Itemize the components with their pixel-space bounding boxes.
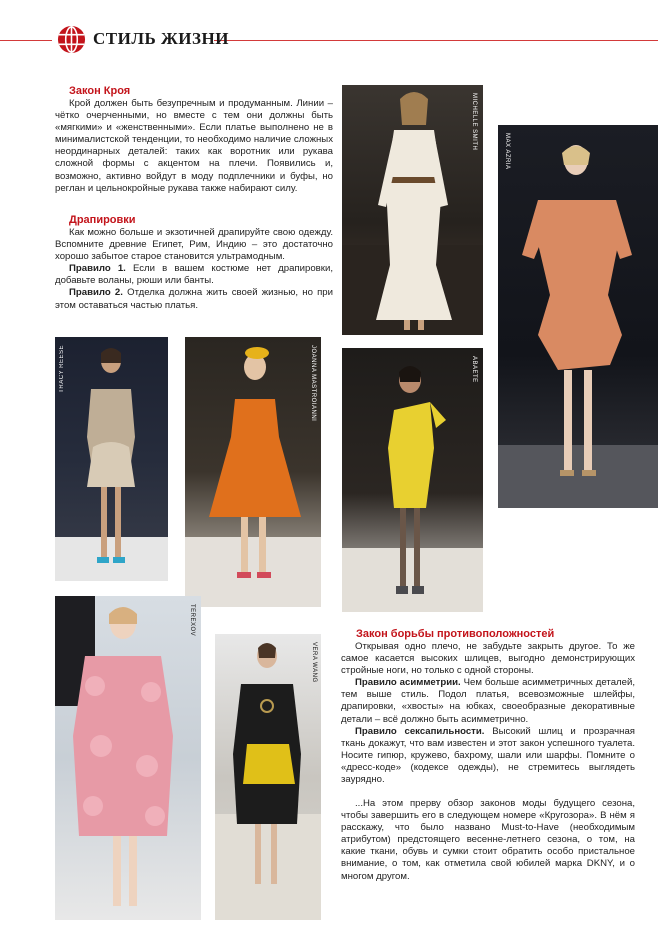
law-cut-paragraph: Крой должен быть безупречным и продуманным. Линии – чётко очерченными, но вместе с тем они должны быть «мягкими» и «женственными». Если платье выполнено не в минималистской тенденции, то необходимо наличие сложных неординарных деталей: таких как воротник или рукава сложной формы с акцентом на плечи. Появились и, возможно, активно войдут в моду подплечники и буфы, но реглан и цельнокройные рукава также набирают силу. — [55, 98, 333, 194]
rule-asymmetry — [341, 677, 635, 725]
section-title: СТИЛЬ ЖИЗНИ — [93, 29, 229, 48]
rule-asymmetry-label: Правило асимметрии. — [355, 677, 461, 689]
rule-sexuality — [341, 726, 635, 786]
rule-sexuality-label: Правило сексапильности. — [355, 725, 485, 737]
caption-max-azria: MAX AZRIA — [504, 133, 510, 170]
caption-joanna-mastroianni: JOANNA MASTROIANNI — [310, 345, 316, 422]
heading-opposites: Закон борьбы противоположностей — [356, 628, 555, 640]
rule-sexuality-text: Высокий шлиц и прозрачная ткань докажут, что вам известен и этот закон успешного туалета. Носите гипюр, кружево, бахрому, шали или шарфы. Помните о «дресс-коде» (кодексе одежды), не стремитесь выглядеть заурядно. — [341, 725, 635, 786]
opposites-text — [341, 641, 635, 786]
photo-joanna-mastroianni — [185, 337, 321, 607]
rule-2-text: Отделка должна жить своей жизнью, но при этом оставаться частью платья. — [55, 287, 333, 311]
model-black-yellow-outfit — [215, 634, 321, 920]
caption-terexov: TEREXOV — [189, 604, 195, 637]
model-pink-ruffle-coat — [55, 596, 201, 920]
photo-vera-wang — [215, 634, 321, 920]
model-orange-satin-dress — [185, 337, 321, 607]
globe-logo-icon — [57, 25, 86, 54]
model-peach-draped-dress — [498, 125, 658, 508]
drapes-text — [55, 227, 333, 312]
photo-tracy-reese — [55, 337, 168, 581]
rule-2-label: Правило 2. — [69, 287, 123, 299]
rule-1-text: Если в вашем костюме нет драпировки, добавьте воланы, рюши или банты. — [55, 263, 333, 287]
photo-terexov — [55, 596, 201, 920]
closing-paragraph: ...На этом прерву обзор законов моды будущего сезона, чтобы завершить его в следующем номере «Кругозора». В нём я расскажу, что было названо Must-to-Have (необходимым атрибутом) предстоящего весенне-летнего сезона, о том, на какие ткани, обувь и сумки стоит обратить особо пристальное внимание, о том, как отметила свой юбилей марка DKNY, и о многом другом. — [341, 798, 635, 882]
drapes-paragraph: Как можно больше и экзотичней драпируйте свою одежду. Вспомните древние Египет, Рим, Индию – это достаточно хорошо забытое старое становится ультрамодным. — [55, 227, 333, 263]
caption-abaete: ABAETE — [471, 356, 477, 383]
opposites-paragraph: Открывая одно плечо, не забудьте закрыть другое. То же самое касается высоких шлицев, выгодно демонстрирующих стройные ноги, но только с одной стороны. — [341, 641, 635, 677]
heading-law-cut: Закон Кроя — [69, 85, 131, 97]
photo-michelle-smith — [342, 85, 483, 335]
drapes-rule-2 — [55, 287, 333, 311]
heading-drapes: Драпировки — [69, 214, 136, 226]
rule-asymmetry-text: Чем больше асимметричных деталей, тем выше стиль. Подол платья, всевозможные шлейфы, драпировки, «хвосты» на юбках, своеобразные декоративные детали – всё должно быть асимметрично. — [341, 677, 635, 725]
model-white-lace-dress — [342, 85, 483, 335]
caption-vera-wang: VERA WANG — [311, 642, 317, 683]
rule-1-label: Правило 1. — [69, 263, 126, 275]
caption-tracy-reese: TRACY REESE — [59, 345, 65, 393]
photo-max-azria — [498, 125, 658, 508]
model-yellow-one-shoulder-dress — [342, 348, 483, 612]
header-rule-left — [0, 40, 52, 41]
closing-text — [341, 798, 635, 883]
drapes-rule-1 — [55, 263, 333, 287]
header-rule-right — [214, 40, 658, 41]
model-beige-ruffle-dress — [55, 337, 168, 581]
law-cut-text — [55, 98, 333, 195]
caption-michelle-smith: MICHELLE SMITH — [471, 93, 477, 151]
photo-abaete — [342, 348, 483, 612]
